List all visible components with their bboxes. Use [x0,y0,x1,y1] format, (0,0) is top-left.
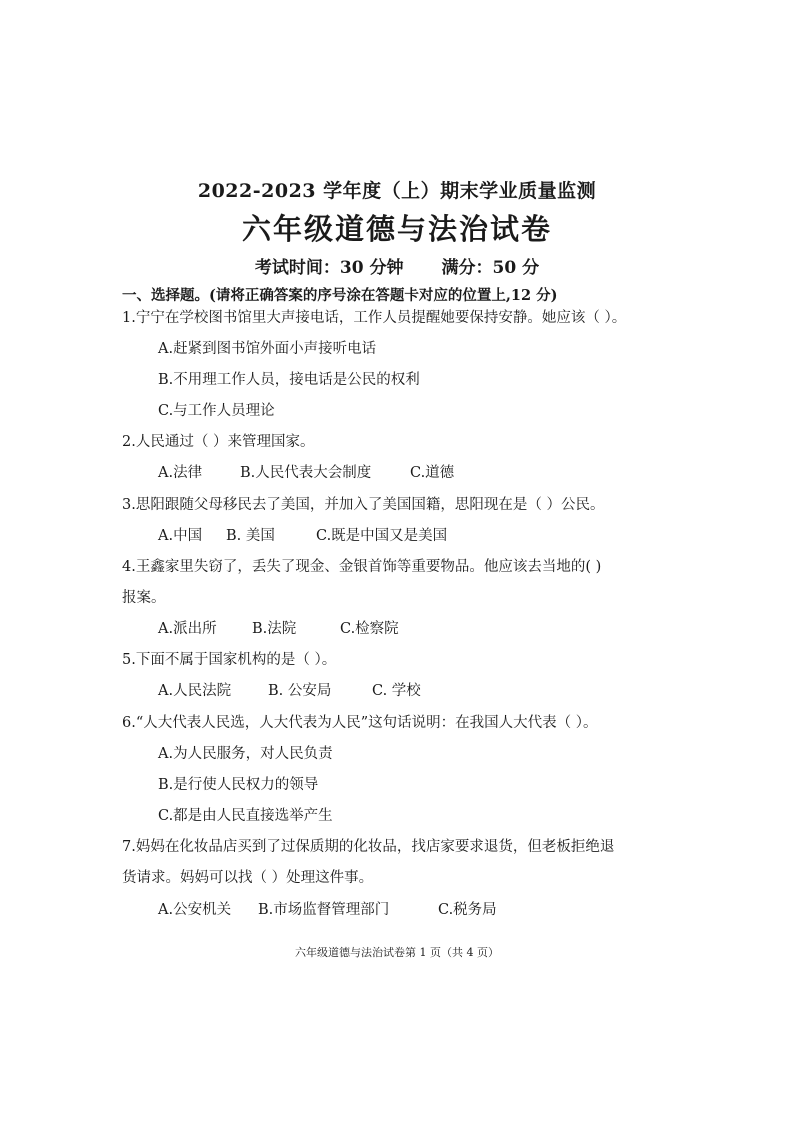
question-7-stem: 7.妈妈在化妆品店买到了过保质期的化妆品，找店家要求退货，但老板拒绝退 [122,839,615,855]
question-4-options [158,622,399,637]
question-5-stem: 5.下面不属于国家机构的是（ ）。 [122,652,337,668]
question-2-option-b: B.人民代表大会制度 [240,465,372,481]
question-4-option-c: C.检察院 [340,621,399,637]
exam-info [0,253,794,278]
page-footer: 六年级道德与法治试卷第 1 页（共 4 页） [295,946,499,959]
question-7-option-b: B.市场监督管理部门 [258,902,390,918]
question-1-option-c: C.与工作人员理论 [158,403,275,419]
question-6-option-b: B.是行使人民权力的领导 [158,777,319,793]
section-heading: 一、选择题。(请将正确答案的序号涂在答题卡对应的位置上,12 分) [122,287,558,304]
question-4-option-a: A.派出所 [158,621,217,637]
question-3-options [158,529,447,544]
question-4-option-b: B.法院 [252,621,297,637]
full-score: 满分：50 分 [441,258,540,278]
question-4-stem-cont: 报案。 [122,590,166,606]
question-2-option-a: A.法律 [158,465,203,481]
question-1-option-b: B.不用理工作人员，接电话是公民的权利 [158,372,420,388]
question-3-option-b: B. 美国 [226,528,275,544]
question-5-option-a: A.人民法院 [158,683,232,699]
exam-time: 考试时间：30 分钟 [254,258,404,278]
question-6-option-a: A.为人民服务，对人民负责 [158,746,333,762]
question-5-option-c: C. 学校 [372,683,421,699]
question-3-option-a: A.中国 [158,528,203,544]
exam-title-line1: 2022-2023 学年度（上）期末学业质量监测 [197,180,597,202]
question-2-stem: 2.人民通过（ ）来管理国家。 [122,434,315,450]
question-4-stem: 4.王鑫家里失窃了，丢失了现金、金银首饰等重要物品。他应该去当地的( ) [122,559,602,575]
question-1-stem: 1.宁宁在学校图书馆里大声接电话，工作人员提醒她要保持安静。她应该（ ）。 [122,310,627,326]
question-6-stem: 6.“人大代表人民选，人大代表为人民”这句话说明：在我国人大代表（ ）。 [122,715,598,731]
question-7-stem-cont: 货请求。妈妈可以找（ ）处理这件事。 [122,870,374,886]
exam-title-main: 六年级道德与法治试卷 [241,212,552,246]
question-3-stem: 3.思阳跟随父母移民去了美国，并加入了美国国籍，思阳现在是（ ）公民。 [122,497,605,513]
question-7-option-a: A.公安机关 [158,902,232,918]
question-2-options [158,466,454,481]
question-7-options [158,903,497,918]
question-7-option-c: C.税务局 [438,902,497,918]
question-3-option-c: C.既是中国又是美国 [316,528,448,544]
question-5-option-b: B. 公安局 [268,683,332,699]
question-5-options [158,684,421,699]
question-2-option-c: C.道德 [410,465,455,481]
question-1-option-a: A.赶紧到图书馆外面小声接听电话 [158,341,377,357]
question-6-option-c: C.都是由人民直接选举产生 [158,808,333,824]
